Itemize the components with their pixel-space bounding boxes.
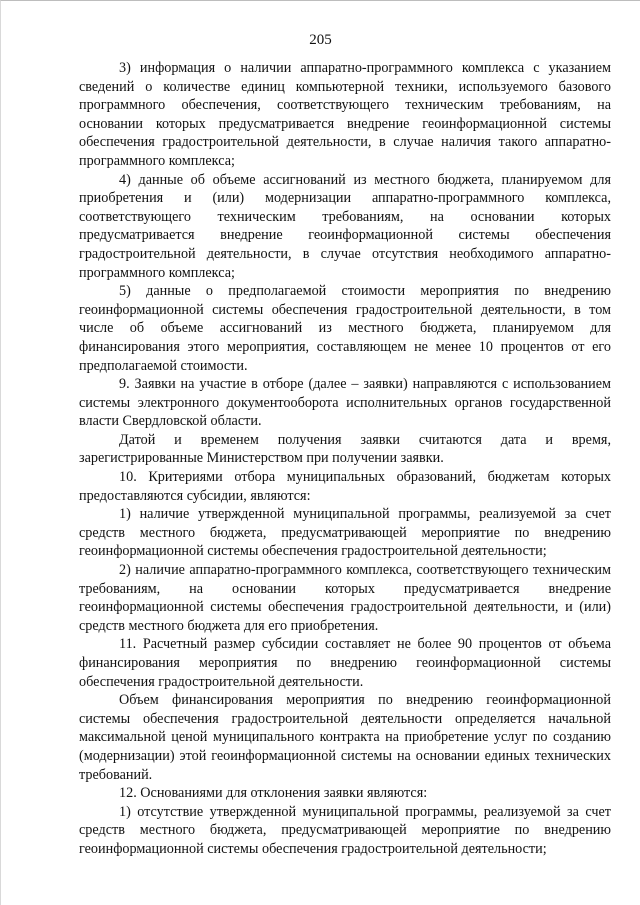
paragraph-item-5-cost-estimate: 5) данные о предполагаемой стоимости мероприятия по внедрению геоинформационной системы обеспечения градостроительной деятельности, в том числе об объеме ассигнований из местного бюджета, планируемом для финансирования этого мероприятия, составляющем не менее 10 процентов от его предполагаемой стоимости. [79,283,611,374]
paragraph-rejection-ground-1: 1) отсутствие утвержденной муниципальной программы, реализуемой за счет средств местного бюджета, предусматривающей мероприятие по внедрению геоинформационной системы обеспечения градостроительной деятельности; [79,803,611,857]
page-number: 205 [309,32,332,48]
paragraph-clause-11-subsidy-size: 11. Расчетный размер субсидии составляет не более 90 процентов от объема финансирования мероприятия по внедрению геоинформационной системы обеспечения градостроительной деятельности. [79,636,611,690]
paragraph-criterion-1: 1) наличие утвержденной муниципальной программы, реализуемой за счет средств местного бюджета, предусматривающей мероприятие по внедрению геоинформационной системы обеспечения градостроительной деятельности; [79,506,611,560]
paragraph-item-3-hardware-info: 3) информация о наличии аппаратно-программного комплекса с указанием сведений о количестве единиц компьютерной техники, используемого базового программного обеспечения, соответствующего техническим требованиям, на основании которых предусматривается внедрение геоинформационной системы обеспечения градостроительной деятельности, в случае наличия такого аппаратно-программного комплекса; [79,60,611,169]
document-body [79,59,611,859]
paragraph-receipt-date: Датой и временем получения заявки считаются дата и время, зарегистрированные Министерством при получении заявки. [79,431,611,467]
paragraph-criterion-2: 2) наличие аппаратно-программного комплекса, соответствующего техническим требованиям, на основании которых предусматривается внедрение геоинформационной системы обеспечения градостроительной деятельности, и (или) средств местного бюджета для его приобретения. [79,562,611,634]
paragraph-clause-10-criteria: 10. Критериями отбора муниципальных образований, бюджетам которых предоставляются субсидии, являются: [79,469,611,504]
paragraph-clause-12-rejection: 12. Основаниями для отклонения заявки являются: [119,785,428,802]
paragraph-financing-volume: Объем финансирования мероприятия по внедрению геоинформационной системы обеспечения градостроительной деятельности определяется начальной максимальной ценой муниципального контракта на приобретение услуг по созданию (модернизации) этой геоинформационной системы на основании единых технических требований. [79,692,611,783]
paragraph-clause-9-applications: 9. Заявки на участие в отборе (далее – заявки) направляются с использованием системы электронного документооборота исполнительных органов государственной власти Свердловской области. [79,376,611,430]
paragraph-item-4-budget-allocation: 4) данные об объеме ассигнований из местного бюджета, планируемом для приобретения и (или) модернизации аппаратно-программного комплекса, соответствующего техническим требованиям, на основании которых предусматривается внедрение геоинформационной системы обеспечения градостроительной деятельности, в случае отсутствия необходимого аппаратно-программного комплекса; [79,171,611,281]
